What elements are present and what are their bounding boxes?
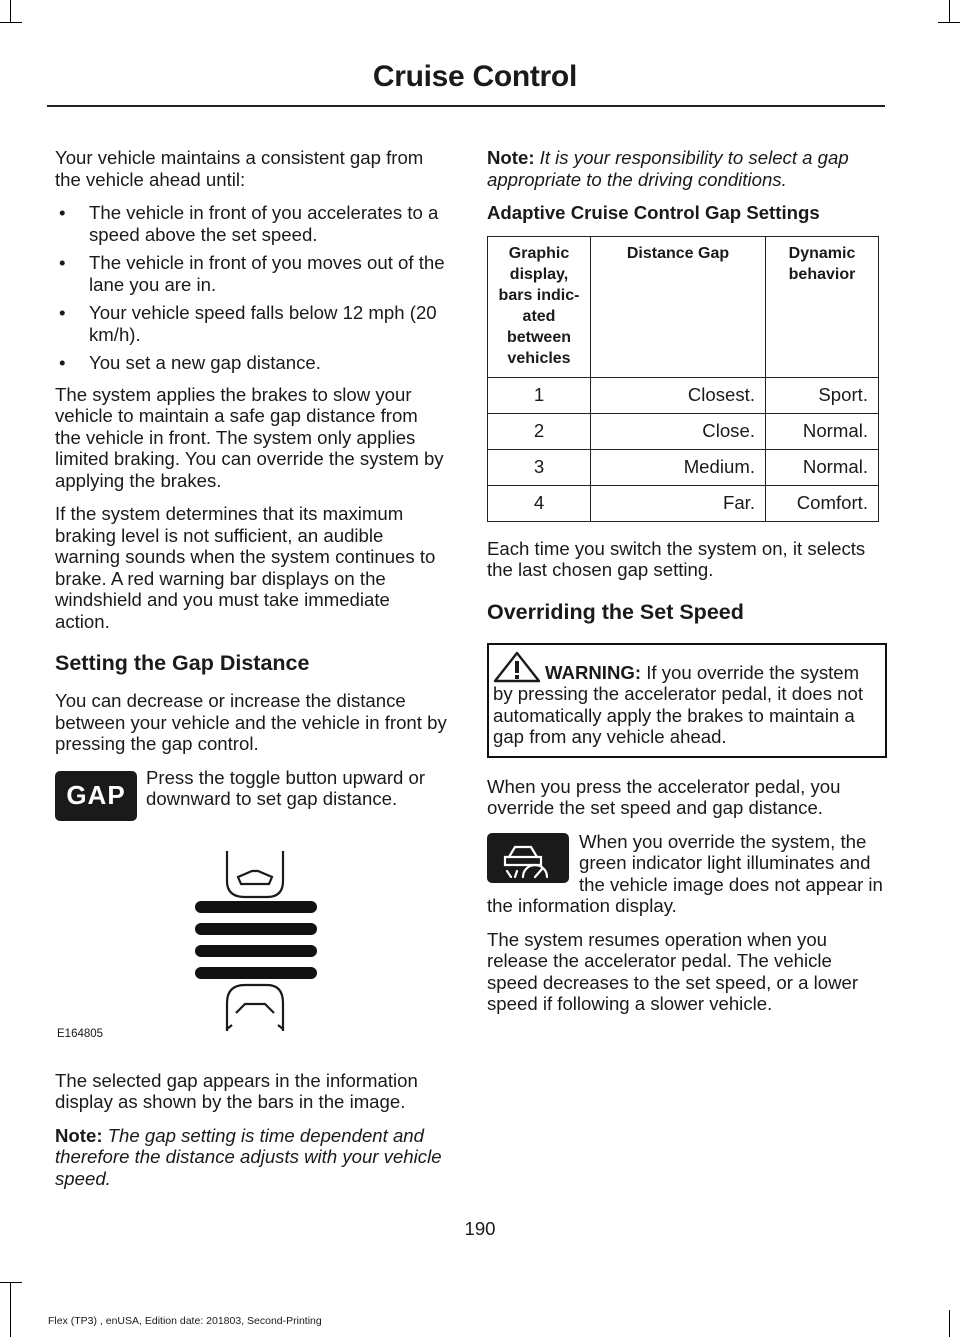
list-item: • You set a new gap distance. — [55, 352, 448, 374]
car-speedometer-icon — [487, 833, 569, 883]
list-item: • The vehicle in front of you moves out of the lane you are in. — [55, 252, 448, 295]
note-text: It is your responsibility to select a gap appropriate to the driving conditions. — [487, 147, 849, 190]
note-label: Note: — [487, 147, 535, 168]
gap-paragraph: You can decrease or increase the distance between your vehicle and the vehicle in front by pressing the gap control. — [55, 690, 447, 754]
table-cell: 3 — [488, 449, 591, 485]
header-divider — [47, 105, 885, 107]
warning-label: WARNING: — [545, 661, 642, 683]
crop-mark — [10, 0, 11, 22]
table-cell: Comfort. — [766, 485, 879, 521]
override-indicator-block — [487, 831, 887, 917]
right-column — [487, 147, 887, 1027]
page-title: Cruise Control — [372, 60, 577, 93]
crop-mark — [0, 22, 22, 23]
press-paragraph: When you press the accelerator pedal, you override the set speed and gap distance. — [487, 775, 841, 818]
table-cell: 4 — [488, 485, 591, 521]
left-column — [55, 147, 448, 1201]
table-row — [488, 377, 879, 413]
crop-mark — [10, 1282, 11, 1337]
section-heading-override: Overriding the Set Speed — [487, 599, 744, 624]
table-row — [488, 413, 879, 449]
lead-vehicle-icon — [227, 851, 283, 897]
column-header: Dynamic behavior — [766, 236, 879, 377]
table-header-row — [488, 236, 879, 377]
override-paragraph: When you override the system, the green indicator light illuminates and the vehicle image does not appear in the information display. — [487, 830, 883, 916]
note-text: The gap setting is time dependent and therefore the distance adjusts with your vehicle speed. — [55, 1124, 442, 1189]
note-label: Note: — [55, 1124, 103, 1146]
gap-bars — [195, 901, 317, 979]
table-row — [488, 449, 879, 485]
crop-mark — [949, 0, 950, 22]
footer-text: Flex (TP3) , enUSA, Edition date: 201803, Second-Printing — [48, 1315, 322, 1327]
gap-bars-figure — [55, 851, 448, 1056]
gap-button-icon: GAP — [55, 771, 137, 821]
list-item: • Your vehicle speed falls below 12 mph (20 km/h). — [55, 302, 448, 345]
table-cell: Medium. — [591, 449, 766, 485]
table-cell: Closest. — [591, 377, 766, 413]
table-cell: 2 — [488, 413, 591, 449]
condition-list — [55, 202, 448, 374]
brakes-paragraph: The system applies the brakes to slow your vehicle to maintain a safe gap distance from the vehicle in front. The system only applies limited braking. You can override the system by applying the brakes. — [55, 383, 444, 491]
gap-settings-table — [487, 236, 879, 522]
table-cell: Far. — [591, 485, 766, 521]
note-paragraph — [487, 147, 887, 190]
list-item: • The vehicle in front of you accelerates to a speed above the set speed. — [55, 202, 448, 245]
table-title: Adaptive Cruise Control Gap Settings — [487, 202, 820, 223]
table-cell: Close. — [591, 413, 766, 449]
note-paragraph — [55, 1125, 448, 1190]
resume-paragraph: The system resumes operation when you release the accelerator pedal. The vehicle speed decreases to the set speed, or a lower speed if following a slower vehicle. — [487, 928, 859, 1014]
section-heading-gap: Setting the Gap Distance — [55, 651, 310, 675]
own-vehicle-icon — [227, 985, 283, 1031]
warning-text: If you override the system by pressing the accelerator pedal, it does not automatically apply the brakes to maintain a gap from any vehicle ahead. — [493, 661, 864, 747]
column-header: Graphic display, bars indic-ated between vehicles — [488, 236, 591, 377]
table-cell: Normal. — [766, 413, 879, 449]
warning-box — [487, 643, 887, 758]
table-cell: Sport. — [766, 377, 879, 413]
warning-triangle-icon — [493, 651, 541, 683]
table-cell: Normal. — [766, 449, 879, 485]
gap-toggle-instruction — [55, 767, 448, 837]
switch-paragraph: Each time you switch the system on, it selects the last chosen gap setting. — [487, 537, 866, 580]
selected-gap-paragraph: The selected gap appears in the information display as shown by the bars in the image. — [55, 1069, 418, 1112]
column-header: Distance Gap — [591, 236, 766, 377]
gap-display-illustration — [55, 851, 448, 1056]
table-cell: 1 — [488, 377, 591, 413]
crop-mark — [0, 1282, 22, 1283]
figure-label: E164805 — [57, 1027, 104, 1040]
intro-paragraph: Your vehicle maintains a consistent gap from the vehicle ahead until: — [55, 147, 424, 190]
page-number: 190 — [464, 1218, 496, 1239]
cruise-override-indicator-icon — [487, 833, 569, 883]
crop-mark — [938, 22, 960, 23]
crop-mark — [949, 1310, 950, 1337]
toggle-text: Press the toggle button upward or downward to set gap distance. — [146, 766, 426, 809]
table-row — [488, 485, 879, 521]
warning-paragraph: If the system determines that its maximum braking level is not sufficient, an audible warning sounds when the system continues to brake. A red warning bar displays on the windshield and you must take immediate action. — [55, 503, 436, 632]
